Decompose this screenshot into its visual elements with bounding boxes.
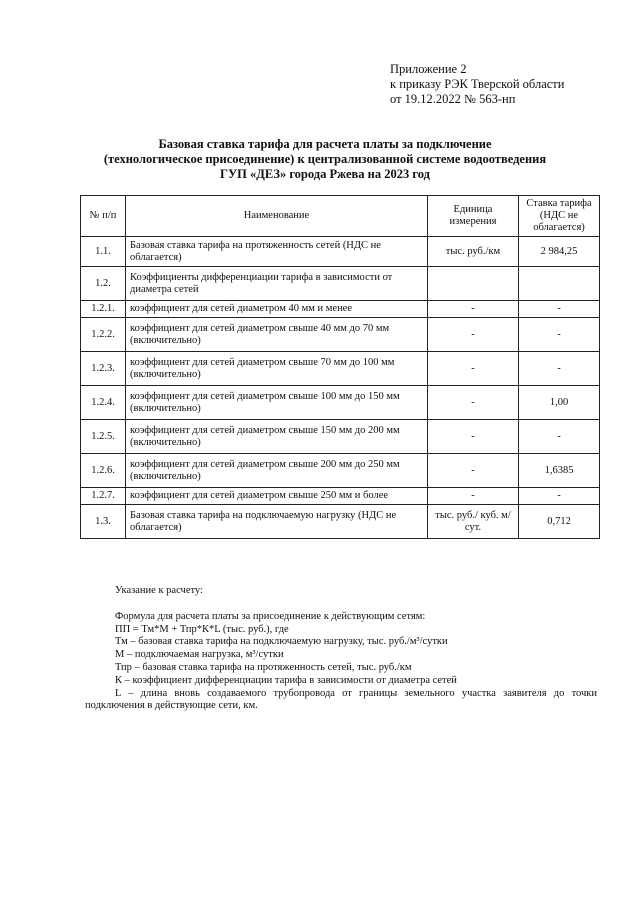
row-num: 1.1. [81, 237, 126, 267]
definition-tpr: Тпр – базовая ставка тарифа на протяженность сетей, тыс. руб./км [115, 661, 412, 673]
row-unit: - [428, 352, 519, 386]
row-num: 1.2. [81, 267, 126, 301]
row-name: коэффициент для сетей диаметром свыше 150 мм до 200 мм (включительно) [126, 420, 428, 454]
table-header-row [81, 196, 600, 237]
row-name: Базовая ставка тарифа на подключаемую нагрузку (НДС не облагается) [126, 505, 428, 539]
definition-m: М – подключаемая нагрузка, м³/сутки [115, 649, 284, 661]
appendix-reference [390, 62, 630, 107]
appendix-number: Приложение 2 [390, 62, 467, 76]
table-row [81, 352, 600, 386]
title-line-2: (технологическое присоединение) к централизованной системе водоотведения [103, 152, 547, 166]
row-name: Базовая ставка тарифа на протяженность сетей (НДС не облагается) [126, 237, 428, 267]
row-unit: - [428, 386, 519, 420]
definition-tm: Тм – базовая ставка тарифа на подключаемую нагрузку, тыс. руб./м³/сутки [115, 636, 448, 648]
row-num: 1.2.1. [81, 301, 126, 318]
header-unit: Единица измерения [428, 196, 519, 237]
row-rate [519, 267, 600, 301]
row-name: Коэффициенты дифференциации тарифа в зависимости от диаметра сетей [126, 267, 428, 301]
row-unit: - [428, 420, 519, 454]
row-num: 1.2.2. [81, 318, 126, 352]
table-row [81, 237, 600, 267]
row-rate: 1,00 [519, 386, 600, 420]
row-unit: - [428, 488, 519, 505]
table-row [81, 318, 600, 352]
row-num: 1.2.3. [81, 352, 126, 386]
row-name: коэффициент для сетей диаметром свыше 40 мм до 70 мм (включительно) [126, 318, 428, 352]
row-rate: - [519, 318, 600, 352]
row-unit: - [428, 301, 519, 318]
document-title [90, 137, 560, 182]
formula-intro: Формула для расчета платы за присоединение к действующим сетям: [115, 610, 426, 622]
row-rate: 0,712 [519, 505, 600, 539]
row-rate: - [519, 352, 600, 386]
row-name: коэффициент для сетей диаметром свыше 250 мм и более [126, 488, 428, 505]
table-row [81, 454, 600, 488]
tariff-table [80, 195, 600, 539]
row-rate: 1,6385 [519, 454, 600, 488]
table-body [81, 237, 600, 539]
row-num: 1.2.5. [81, 420, 126, 454]
header-num: № п/п [81, 196, 126, 237]
row-unit: тыс. руб./ куб. м/сут. [428, 505, 519, 539]
row-rate: - [519, 420, 600, 454]
table-row [81, 488, 600, 505]
appendix-order: к приказу РЭК Тверской области [390, 77, 565, 91]
formula: ПП = Тм*М + Тпр*К*L (тыс. руб.), где [115, 623, 289, 635]
table-row [81, 420, 600, 454]
row-name: коэффициент для сетей диаметром свыше 200 мм до 250 мм (включительно) [126, 454, 428, 488]
appendix-date: от 19.12.2022 № 563-нп [390, 92, 516, 106]
table-row [81, 267, 600, 301]
table-row [81, 301, 600, 318]
definition-k: К – коэффициент дифференциации тарифа в зависимости от диаметра сетей [115, 674, 457, 686]
table-row [81, 386, 600, 420]
row-num: 1.2.6. [81, 454, 126, 488]
row-num: 1.3. [81, 505, 126, 539]
title-line-1: Базовая ставка тарифа для расчета платы за подключение [158, 137, 492, 151]
header-rate: Ставка тарифа (НДС не облагается) [519, 196, 600, 237]
row-num: 1.2.4. [81, 386, 126, 420]
row-rate: - [519, 488, 600, 505]
table-row [81, 505, 600, 539]
row-rate: - [519, 301, 600, 318]
row-rate: 2 984,25 [519, 237, 600, 267]
header-name: Наименование [126, 196, 428, 237]
row-unit: тыс. руб./км [428, 237, 519, 267]
definition-l: L – длина вновь создаваемого трубопровода от границы земельного участка заявителя до точки подключения в действующие сети, км. [85, 687, 597, 712]
row-unit: - [428, 318, 519, 352]
row-name: коэффициент для сетей диаметром 40 мм и менее [126, 301, 428, 318]
notes-label: Указание к расчету: [115, 585, 203, 596]
row-num: 1.2.7. [81, 488, 126, 505]
calculation-notes [85, 585, 597, 713]
title-line-3: ГУП «ДЕЗ» города Ржева на 2023 год [220, 167, 430, 181]
row-unit [428, 267, 519, 301]
row-name: коэффициент для сетей диаметром свыше 100 мм до 150 мм (включительно) [126, 386, 428, 420]
row-unit: - [428, 454, 519, 488]
row-name: коэффициент для сетей диаметром свыше 70 мм до 100 мм (включительно) [126, 352, 428, 386]
